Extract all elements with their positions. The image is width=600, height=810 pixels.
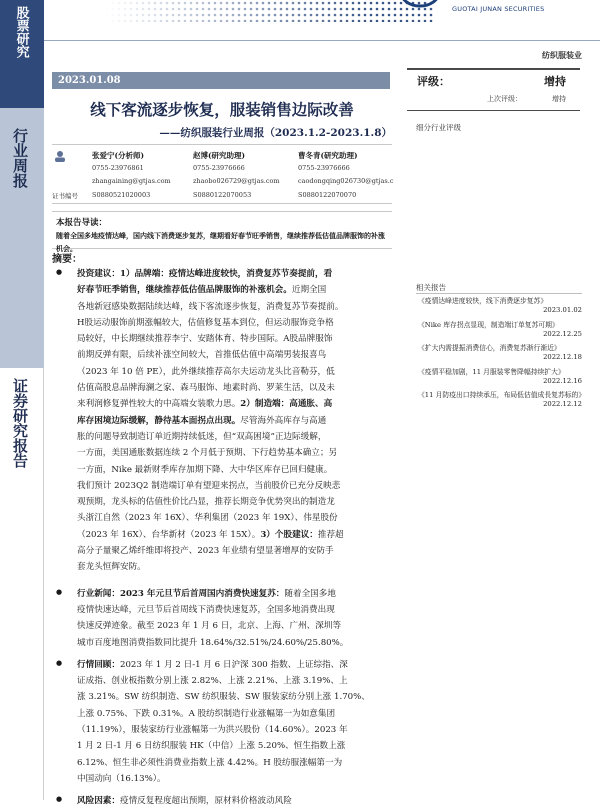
analyst-2-phone: 0755-23976666 (193, 164, 245, 172)
company-logo (400, 0, 440, 10)
summary-bullet-icon: ● (56, 268, 63, 276)
related-report-title[interactable]: 《疫情达峰进度较快，线下消费逐步复苏》 (418, 297, 548, 305)
summary-bullet-icon: ● (56, 795, 63, 804)
related-report-title[interactable]: 《疫情平稳加剧，11 月服装零售降幅持续扩大》 (418, 367, 565, 376)
rating-value: 增持 (544, 75, 566, 88)
summary-bullet-icon: ● (56, 658, 63, 667)
guide-title: 本报告导读： (56, 218, 108, 228)
previous-rating-value: 增持 (552, 95, 566, 103)
analyst-3-name: 曹冬青(研究助理) (298, 151, 358, 160)
analyst-avatar-icon (54, 147, 66, 159)
analyst-2-name: 赵博(研究助理) (193, 151, 246, 160)
summary-bullet-icon: ● (56, 587, 63, 596)
related-report-title[interactable]: 《11 月防疫出口持续承压，布局低估值成長复苏标的》 (418, 391, 586, 399)
sub-industry-rating: 细分行业评级 (416, 123, 461, 132)
analyst-3-email: caodongqing026730@gtjas.c (298, 177, 394, 185)
summary-title: 摘要： (52, 254, 82, 265)
related-reports-divider (416, 293, 582, 294)
company-logo-caption: GUOTAI JUNAN SECURITIES (452, 5, 545, 13)
report-guide (52, 211, 392, 253)
analyst-1-email: zhangaining@gtjas.com (92, 177, 171, 185)
guide-text: 随着全国多地疫情达峰，国内线下消费逐步复苏，继期看好春节旺季销售，继续推荐低估值品牌服饰的补涨机会。 (56, 231, 385, 253)
analyst-1-phone: 0755-23976861 (92, 164, 144, 172)
summary-paragraph-1: 投资建议：1）品牌端：疫情达峰进度较快，消费复苏节奏提前，看 好春节旺季销售，继续推荐低估值品牌服饰的补涨机会。近期全国 各地新冠感染数据陆续达峰，线下客流逐步恢复，消费复苏节奏提前。 H股运动服饰前期涨幅较大，估值修复基本到位，但运动服饰竞争格 局较好，中长期继续推荐李宁、安踏体育、特步国际。A股品牌服饰 前期反弹有限，后续补涨空间较大，首推低估值中高端男装报喜鸟 （2023 年 10 倍 PE），此外继续推荐高尔夫运动龙头比音勒芬，低 估值高股息品牌海澜之家、森马服饰、地素时尚、罗莱生活，以及未 来利润修复弹性较大的中高端女装歌力思。2）制造端：高通胀、高 库存困境边际缓解，静待基本面拐点出现。尽管海外高库存与高通 胀的问题导致制造订单近期持续低迷，但“双高困境”正边际缓解， 一方面，美国通胀数据连续 2 个月低于预期、下行趋势基本确立；另 一方面，Nike 最新财季库存加期下降、大中华区库存已回归健康。 我们预计 2023Q2 制造端订单有望迎来拐点，当前股价已充分反映悲 观预期，龙头标的估值性价比凸显，推荐长期竞争优势突出的制造龙 头浙江自然（2023 年 16X）、华利集团（2023 年 19X）、伟星股份 （2023 年 16X）、台华新材（2023 年 15X）。3）个股建议：推荐超 高分子量聚乙烯纤维即将投产、2023 年业绩有望显著增厚的安防手 套龙头恒辉安防。 (77, 269, 344, 573)
related-reports-title: 相关报告 (416, 283, 446, 292)
analyst-1-cert: S0880521020003 (92, 191, 151, 199)
related-report-title[interactable]: 《扩大内需提振消费信心，消费复苏渐行渐近》 (418, 344, 561, 352)
analyst-2-email: zhaobo026729@gtjas.com (193, 177, 280, 185)
previous-rating-label: 上次评级： (487, 95, 522, 103)
header-divider (44, 40, 600, 41)
rating-box (407, 68, 580, 111)
analyst-2-cert: S0880122070053 (193, 191, 252, 199)
analyst-divider-bottom (52, 203, 392, 204)
analyst-1-name: 张爱宁(分析师) (92, 151, 145, 160)
summary-paragraph-2: 行业新闻：2023 年元旦节后首周国内消费快速复苏：随着全国多地 疫情快速达峰，元旦节后首周线下消费快速复苏，全国多地消费出现 快速反弹迹象。截至 2023 年 1 月 6 日，北京、上海、广州、深圳等 城市百度地图消费指数同比提升 18.64%/32.51%/24.60%/25.80%。 (77, 588, 349, 648)
related-report-date: 2022.12.25 (543, 329, 582, 338)
related-report-date: 2022.12.12 (543, 400, 582, 408)
left-sidebar (0, 0, 44, 800)
related-report-title[interactable]: 《Nike 库存拐点显现，制造端订单复苏可期》 (418, 320, 559, 329)
analyst-table (52, 144, 392, 204)
summary-paragraph-4: 风险因素：疫情反复程度超出预期，原材料价格波动风险 (77, 796, 292, 807)
analyst-divider (52, 144, 392, 145)
report-title: 线下客流逐步恢复，服装销售边际改善 (90, 100, 354, 119)
related-report-date: 2022.12.16 (543, 376, 582, 385)
cert-number-label: 证书编号 (52, 192, 78, 200)
related-report-date: 2023.01.02 (543, 306, 582, 314)
analyst-3-cert: S0880122070070 (298, 191, 357, 199)
sidebar-label-industry-weekly: 行业周报 (11, 128, 29, 188)
related-report-date: 2022.12.18 (543, 353, 582, 361)
sidebar-label-stock-research: 股票研究 (13, 6, 29, 58)
summary-paragraph-3: 行情回顾：2023 年 1 月 2 日-1 月 6 日沪深 300 指数、上证综指、深 证成指、创业板指数分别上涨 2.82%、上涨 2.21%、上涨 3.19%、上 涨 3.21%。SW 纺织制造、SW 纺织服装、SW 服装家纺分别上涨 1.70%、 上涨 0.75%、下跌 0.31%。A 股纺织制造行业涨幅第一为如意集团 （11.19%），服装家纺行业涨幅第一为洪兴股份（14.60%）。2023 年 1 月 2 日-1 月 6 日纺织服装 HK（中信）上涨 5.20%、恒生指数上涨 6.12%、恒生非必须性消费业指数上涨 4.42%。H 股纺服涨幅第一为 中国动向（16.13%）。 (77, 659, 370, 784)
industry-tag: 纺织服装业 (542, 50, 582, 60)
rating-label: 评级： (417, 75, 450, 88)
report-subtitle: ——纺织服装行业周报（2023.1.2-2023.1.8） (159, 127, 392, 139)
report-date: 2023.01.08 (52, 72, 390, 89)
sidebar-label-research-report: 证券研究报告 (11, 378, 29, 468)
analyst-3-phone: 0755-23976666 (298, 164, 350, 172)
